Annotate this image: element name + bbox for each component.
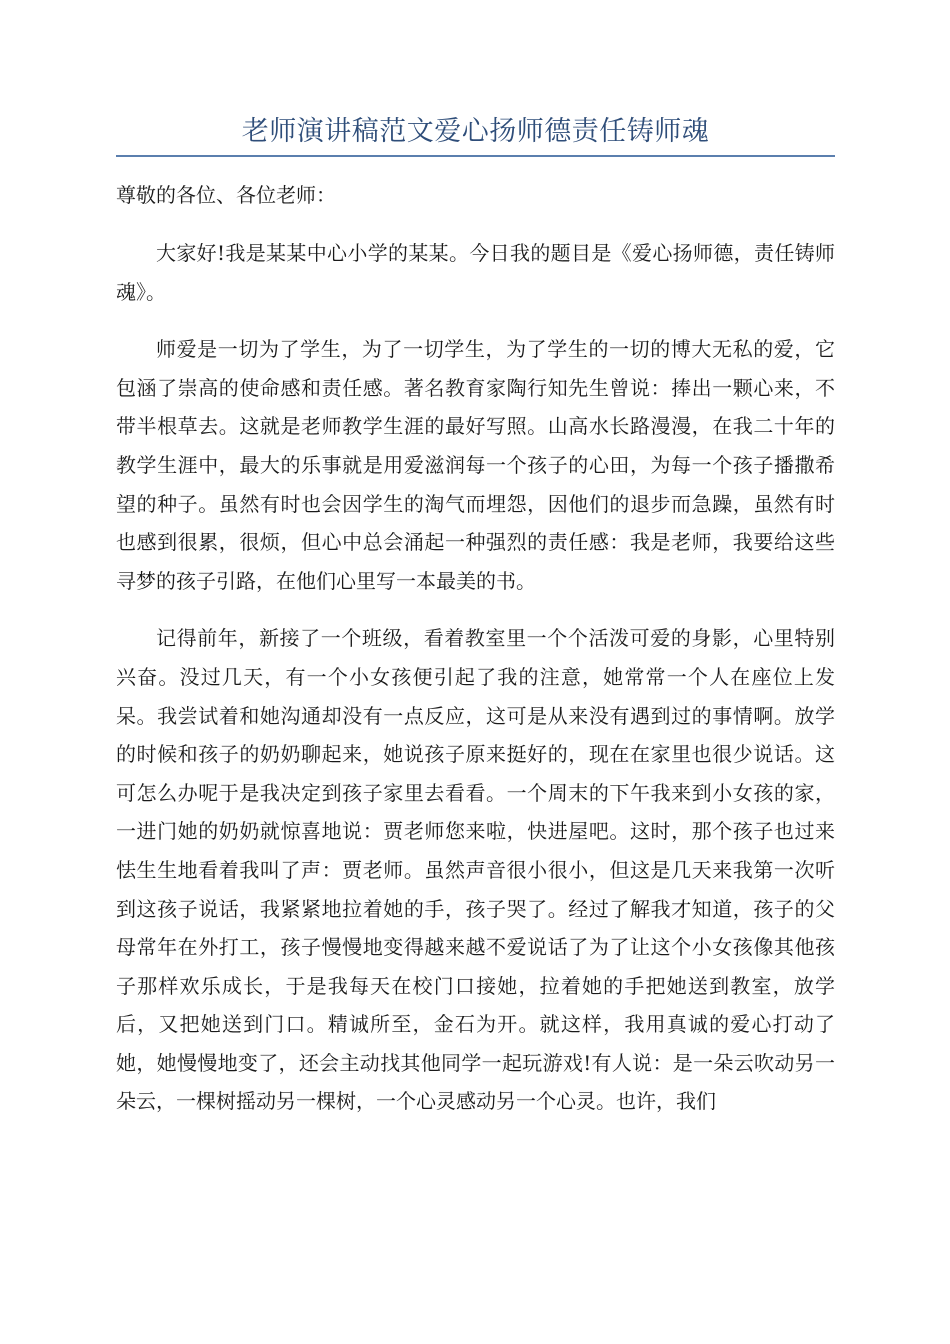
paragraph-greeting: 大家好!我是某某中心小学的某某。今日我的题目是《爱心扬师德，责任铸师魂》。 [116,241,835,304]
document-title: 老师演讲稿范文爱心扬师德责任铸师魂 [241,116,710,147]
salutation: 尊敬的各位、各位老师： [116,183,336,207]
paragraph-story: 记得前年，新接了一个班级，看着教室里一个个活泼可爱的身影，心里特别兴奋。没过几天，有一个小女孩便引起了我的注意，她常常一个人在座位上发呆。我尝试着和她沟通却没有一点反应，这可是从来没有遇到过的事情啊。放学的时候和孩子的奶奶聊起来，她说孩子原来挺好的，现在在家里也很少说话。这可怎么办呢于是我决定到孩子家里去看看。一个周末的下午我来到小女孩的家，一进门她的奶奶就惊喜地说：贾老师您来啦，快进屋吧。这时，那个孩子也过来怯生生地看着我叫了声：贾老师。虽然声音很小很小，但这是几天来我第一次听到这孩子说话，我紧紧地拉着她的手，孩子哭了。经过了解我才知道，孩子的父母常年在外打工，孩子慢慢地变得越来越不爱说话了为了让这个小女孩像其他孩子那样欢乐成长，于是我每天在校门口接她，拉着她的手把她送到教室，放学后，又把她送到门口。精诚所至，金石为开。就这样，我用真诚的爱心打动了她，她慢慢地变了，还会主动找其他同学一起玩游戏!有人说：是一朵云吹动另一朵云，一棵树摇动另一棵树，一个心灵感动另一个心灵。也许，我们 [116,626,835,1114]
title-underline [116,155,835,157]
paragraph-teacher-love: 师爱是一切为了学生，为了一切学生，为了学生的一切的博大无私的爱，它包涵了崇高的使命感和责任感。著名教育家陶行知先生曾说：捧出一颗心来，不带半根草去。这就是老师教学生涯的最好写照。山高水长路漫漫，在我二十年的教学生涯中，最大的乐事就是用爱滋润每一个孩子的心田，为每一个孩子播撒希望的种子。虽然有时也会因学生的淘气而埋怨，因他们的退步而急躁，虽然有时也感到很累，很烦，但心中总会涌起一种强烈的责任感：我是老师，我要给这些寻梦的孩子引路，在他们心里写一本最美的书。 [116,337,835,593]
document-body [116,176,835,1140]
